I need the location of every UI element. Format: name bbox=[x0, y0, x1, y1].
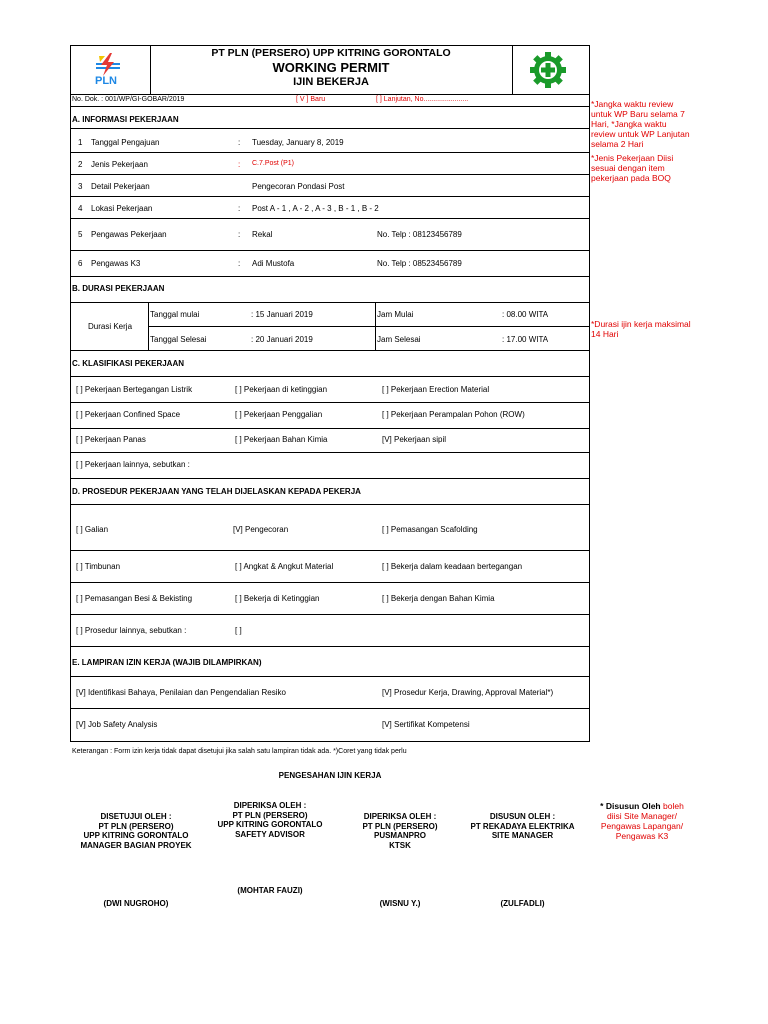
signature-ktsk-role bbox=[345, 812, 455, 850]
section-e-title: E. LAMPIRAN IZIN KERJA (WAJIB DILAMPIRKAN) bbox=[72, 658, 262, 667]
work-type[interactable]: C.7.Post (P1) bbox=[252, 160, 295, 167]
end-time-label: Jam Selesai bbox=[377, 335, 421, 344]
vline-b1 bbox=[148, 302, 149, 350]
rule-c1 bbox=[70, 402, 590, 403]
rule-a2 bbox=[70, 174, 590, 175]
rule-c3 bbox=[70, 452, 590, 453]
checkbox-besi-bekisting[interactable]: [ ] Pemasangan Besi & Bekisting bbox=[76, 594, 193, 603]
rule-a6 bbox=[70, 276, 590, 277]
rule-c-title bbox=[70, 376, 590, 377]
work-detail[interactable]: Pengecoran Pondasi Post bbox=[252, 182, 345, 191]
checkbox-di-ketinggian[interactable]: [ ] Bekerja di Ketinggian bbox=[235, 594, 320, 603]
signature-approver-role bbox=[76, 812, 196, 850]
row-label: Pengawas K3 bbox=[91, 259, 141, 268]
pln-logo bbox=[92, 51, 124, 89]
vline-k3 bbox=[512, 45, 513, 94]
rule-d2 bbox=[70, 582, 590, 583]
checkbox-prosedur-kerja[interactable]: [V] Prosedur Kerja, Drawing, Approval Material*) bbox=[382, 688, 554, 697]
k3-logo bbox=[528, 50, 568, 90]
checkbox-galian[interactable]: [ ] Galian bbox=[76, 525, 109, 534]
checkbox-bertegangan-listrik[interactable]: [ ] Pekerjaan Bertegangan Listrik bbox=[76, 385, 193, 394]
checkbox-prosedur-lainnya[interactable]: [ ] Prosedur lainnya, sebutkan : bbox=[76, 626, 187, 635]
row-number: 6 bbox=[78, 259, 83, 268]
row-number: 3 bbox=[78, 182, 83, 191]
checkbox-panas[interactable]: [ ] Pekerjaan Panas bbox=[76, 435, 146, 444]
checkbox-scafolding[interactable]: [ ] Pemasangan Scafolding bbox=[382, 525, 478, 534]
rule-a1 bbox=[70, 152, 590, 153]
checkbox-pengecoran[interactable]: [V] Pengecoran bbox=[233, 525, 289, 534]
work-location[interactable]: Post A - 1 , A - 2 , A - 3 , B - 1 , B - 2 bbox=[252, 204, 379, 213]
signature-ktsk-name: (WISNU Y.) bbox=[379, 899, 421, 908]
rule-d1 bbox=[70, 550, 590, 551]
row-colon: : bbox=[238, 138, 241, 147]
row-label: Pengawas Pekerjaan bbox=[91, 230, 167, 239]
approver-role-line: PT PLN (PERSERO) bbox=[98, 821, 174, 831]
rule-c2 bbox=[70, 428, 590, 429]
doc-number: No. Dok. : 001/WP/GI-GOBAR/2019 bbox=[72, 96, 185, 103]
ktsk-role-line: PT PLN (PERSERO) bbox=[362, 821, 438, 831]
checkbox-sipil[interactable]: [V] Pekerjaan sipil bbox=[382, 435, 447, 444]
ktsk-role-line: KTSK bbox=[389, 840, 411, 850]
site-manager-role-line: PT REKADAYA ELEKTRIKA bbox=[470, 821, 575, 831]
ktsk-role-line: PUSMANPRO bbox=[373, 831, 426, 840]
row-number: 2 bbox=[78, 160, 83, 169]
rule-e-title bbox=[70, 676, 590, 677]
rule-a3 bbox=[70, 196, 590, 197]
duration-label: Durasi Kerja bbox=[88, 322, 133, 331]
note-work-type: *Jenis Pekerjaan Diisi sesuai dengan item pekerjaan pada BOQ bbox=[591, 153, 674, 183]
company-name: PT PLN (PERSERO) UPP KITRING GORONTALO bbox=[211, 47, 451, 59]
row-number: 5 bbox=[78, 230, 83, 239]
checkbox-dengan-bahan-kimia[interactable]: [ ] Bekerja dengan Bahan Kimia bbox=[382, 594, 495, 603]
site-manager-role-line: SITE MANAGER bbox=[491, 831, 554, 840]
section-d-title: D. PROSEDUR PEKERJAAN YANG TELAH DIJELASKAN KEPADA PEKERJA bbox=[72, 487, 361, 496]
row-colon: : bbox=[238, 160, 241, 169]
submission-date[interactable]: Tuesday, January 8, 2019 bbox=[252, 138, 344, 147]
note-duration: *Durasi ijin kerja maksimal 14 Hari bbox=[591, 319, 691, 339]
keterangan-note: Keterangan : Form izin kerja tidak dapat disetujui jika salah satu lampiran tidak ada. *)Coret yang tidak perlu bbox=[72, 748, 407, 755]
rule-a4 bbox=[70, 218, 590, 219]
safety-advisor-role-line: SAFETY ADVISOR bbox=[235, 829, 305, 839]
rule-d4 bbox=[70, 646, 590, 647]
row-label: Jenis Pekerjaan bbox=[91, 160, 148, 169]
row-label: Lokasi Pekerjaan bbox=[91, 204, 153, 213]
rule-docno bbox=[70, 106, 590, 107]
checkbox-keadaan-bertegangan[interactable]: [ ] Bekerja dalam keadaan bertegangan bbox=[382, 562, 523, 571]
row-number: 1 bbox=[78, 138, 83, 147]
section-b-title: B. DURASI PEKERJAAN bbox=[72, 284, 165, 293]
safety-advisor-role-line: UPP KITRING GORONTALO bbox=[217, 820, 323, 829]
rule-a5 bbox=[70, 250, 590, 251]
row-number: 4 bbox=[78, 204, 83, 213]
rule-d3 bbox=[70, 614, 590, 615]
row-label: Detail Pekerjaan bbox=[91, 182, 150, 191]
approver-role-line: DISETUJUI OLEH : bbox=[100, 812, 172, 821]
checkbox-confined-space[interactable]: [ ] Pekerjaan Confined Space bbox=[76, 410, 181, 419]
site-manager-role-line: DISUSUN OLEH : bbox=[489, 812, 556, 821]
row-label: Tanggal Pengajuan bbox=[91, 138, 160, 147]
section-c-title: C. KLASIFIKASI PEKERJAAN bbox=[72, 359, 185, 368]
rule-e1 bbox=[70, 708, 590, 709]
approver-role-line: MANAGER BAGIAN PROYEK bbox=[80, 840, 192, 850]
checkbox-jsa[interactable]: [V] Job Safety Analysis bbox=[76, 720, 158, 729]
row-colon: : bbox=[238, 204, 241, 213]
pengesahan-title: PENGESAHAN IJIN KERJA bbox=[278, 771, 382, 780]
signature-approver-name: (DWI NUGROHO) bbox=[103, 899, 169, 908]
rule-b-end bbox=[70, 350, 590, 351]
note-review-period: *Jangka waktu review untuk WP Baru selama 7 Hari, *Jangka waktu review untuk WP Lanjutan selama 2 Hari bbox=[591, 99, 690, 149]
checkbox-penggalian[interactable]: [ ] Pekerjaan Penggalian bbox=[235, 410, 323, 419]
logo-text: PLN bbox=[95, 75, 117, 87]
checkbox-prosedur-lainnya-value[interactable]: [ ] bbox=[235, 626, 242, 635]
start-time[interactable]: : 08.00 WITA bbox=[502, 310, 549, 319]
checkbox-lainnya[interactable]: [ ] Pekerjaan lainnya, sebutkan : bbox=[76, 460, 190, 469]
checkbox-ketinggian[interactable]: [ ] Pekerjaan di ketinggian bbox=[235, 385, 328, 394]
form-title: WORKING PERMIT bbox=[272, 60, 390, 75]
k3-safety-gear-icon bbox=[528, 50, 568, 90]
signature-safety-advisor-role bbox=[205, 801, 335, 839]
form-subtitle: IJIN BEKERJA bbox=[293, 76, 369, 88]
checkbox-bahan-kimia[interactable]: [ ] Pekerjaan Bahan Kimia bbox=[235, 435, 328, 444]
status-baru[interactable]: [ V ] Baru bbox=[296, 96, 326, 103]
signature-safety-advisor-name: (MOHTAR FAUZI) bbox=[237, 886, 303, 895]
checkbox-timbunan[interactable]: [ ] Timbunan bbox=[76, 562, 121, 571]
checkbox-sertifikat[interactable]: [V] Sertifikat Kompetensi bbox=[382, 720, 470, 729]
end-date[interactable]: : 20 Januari 2019 bbox=[251, 335, 313, 344]
k3-supervisor-phone[interactable]: No. Telp : 08523456789 bbox=[377, 259, 462, 268]
section-a-title: A. INFORMASI PEKERJAAN bbox=[72, 115, 179, 124]
start-time-label: Jam Mulai bbox=[377, 310, 414, 319]
supervisor-phone[interactable]: No. Telp : 08123456789 bbox=[377, 230, 462, 239]
signature-site-manager-role bbox=[460, 812, 585, 841]
note-disusun-prefix: * Disusun Oleh bbox=[600, 801, 661, 811]
checkbox-hirarc[interactable]: [V] Identifikasi Bahaya, Penilaian dan Pengendalian Resiko bbox=[76, 688, 286, 697]
approver-role-line: UPP KITRING GORONTALO bbox=[83, 831, 189, 840]
safety-advisor-role-line: PT PLN (PERSERO) bbox=[232, 810, 308, 820]
rule-d-title bbox=[70, 504, 590, 505]
end-time[interactable]: : 17.00 WITA bbox=[502, 335, 549, 344]
rule-b-mid bbox=[148, 326, 590, 327]
end-date-label: Tanggal Selesai bbox=[150, 335, 207, 344]
checkbox-angkat-angkut[interactable]: [ ] Angkat & Angkut Material bbox=[235, 562, 334, 571]
row-colon: : bbox=[238, 230, 241, 239]
note-disusun bbox=[592, 801, 692, 841]
vline-b2 bbox=[375, 302, 376, 350]
note-disusun-rest: boleh diisi Site Manager/ Pengawas Lapangan/ Pengawas K3 bbox=[600, 801, 684, 841]
k3-supervisor[interactable]: Adi Mustofa bbox=[252, 259, 295, 268]
status-lanjutan[interactable]: [ ] Lanjutan, No....................... bbox=[376, 96, 469, 103]
row-colon: : bbox=[238, 259, 241, 268]
work-supervisor[interactable]: Rekal bbox=[252, 230, 273, 239]
rule-c4 bbox=[70, 478, 590, 479]
rule-header bbox=[70, 94, 590, 95]
checkbox-perampalan-pohon[interactable]: [ ] Pekerjaan Perampalan Pohon (ROW) bbox=[382, 410, 525, 419]
checkbox-erection-material[interactable]: [ ] Pekerjaan Erection Material bbox=[382, 385, 490, 394]
ktsk-role-line: DIPERIKSA OLEH : bbox=[363, 812, 437, 821]
safety-advisor-role-line: DIPERIKSA OLEH : bbox=[233, 801, 307, 810]
signature-site-manager-name: (ZULFADLI) bbox=[500, 899, 545, 908]
start-date[interactable]: : 15 Januari 2019 bbox=[251, 310, 313, 319]
rule-a-title bbox=[70, 128, 590, 129]
start-date-label: Tanggal mulai bbox=[150, 310, 200, 319]
